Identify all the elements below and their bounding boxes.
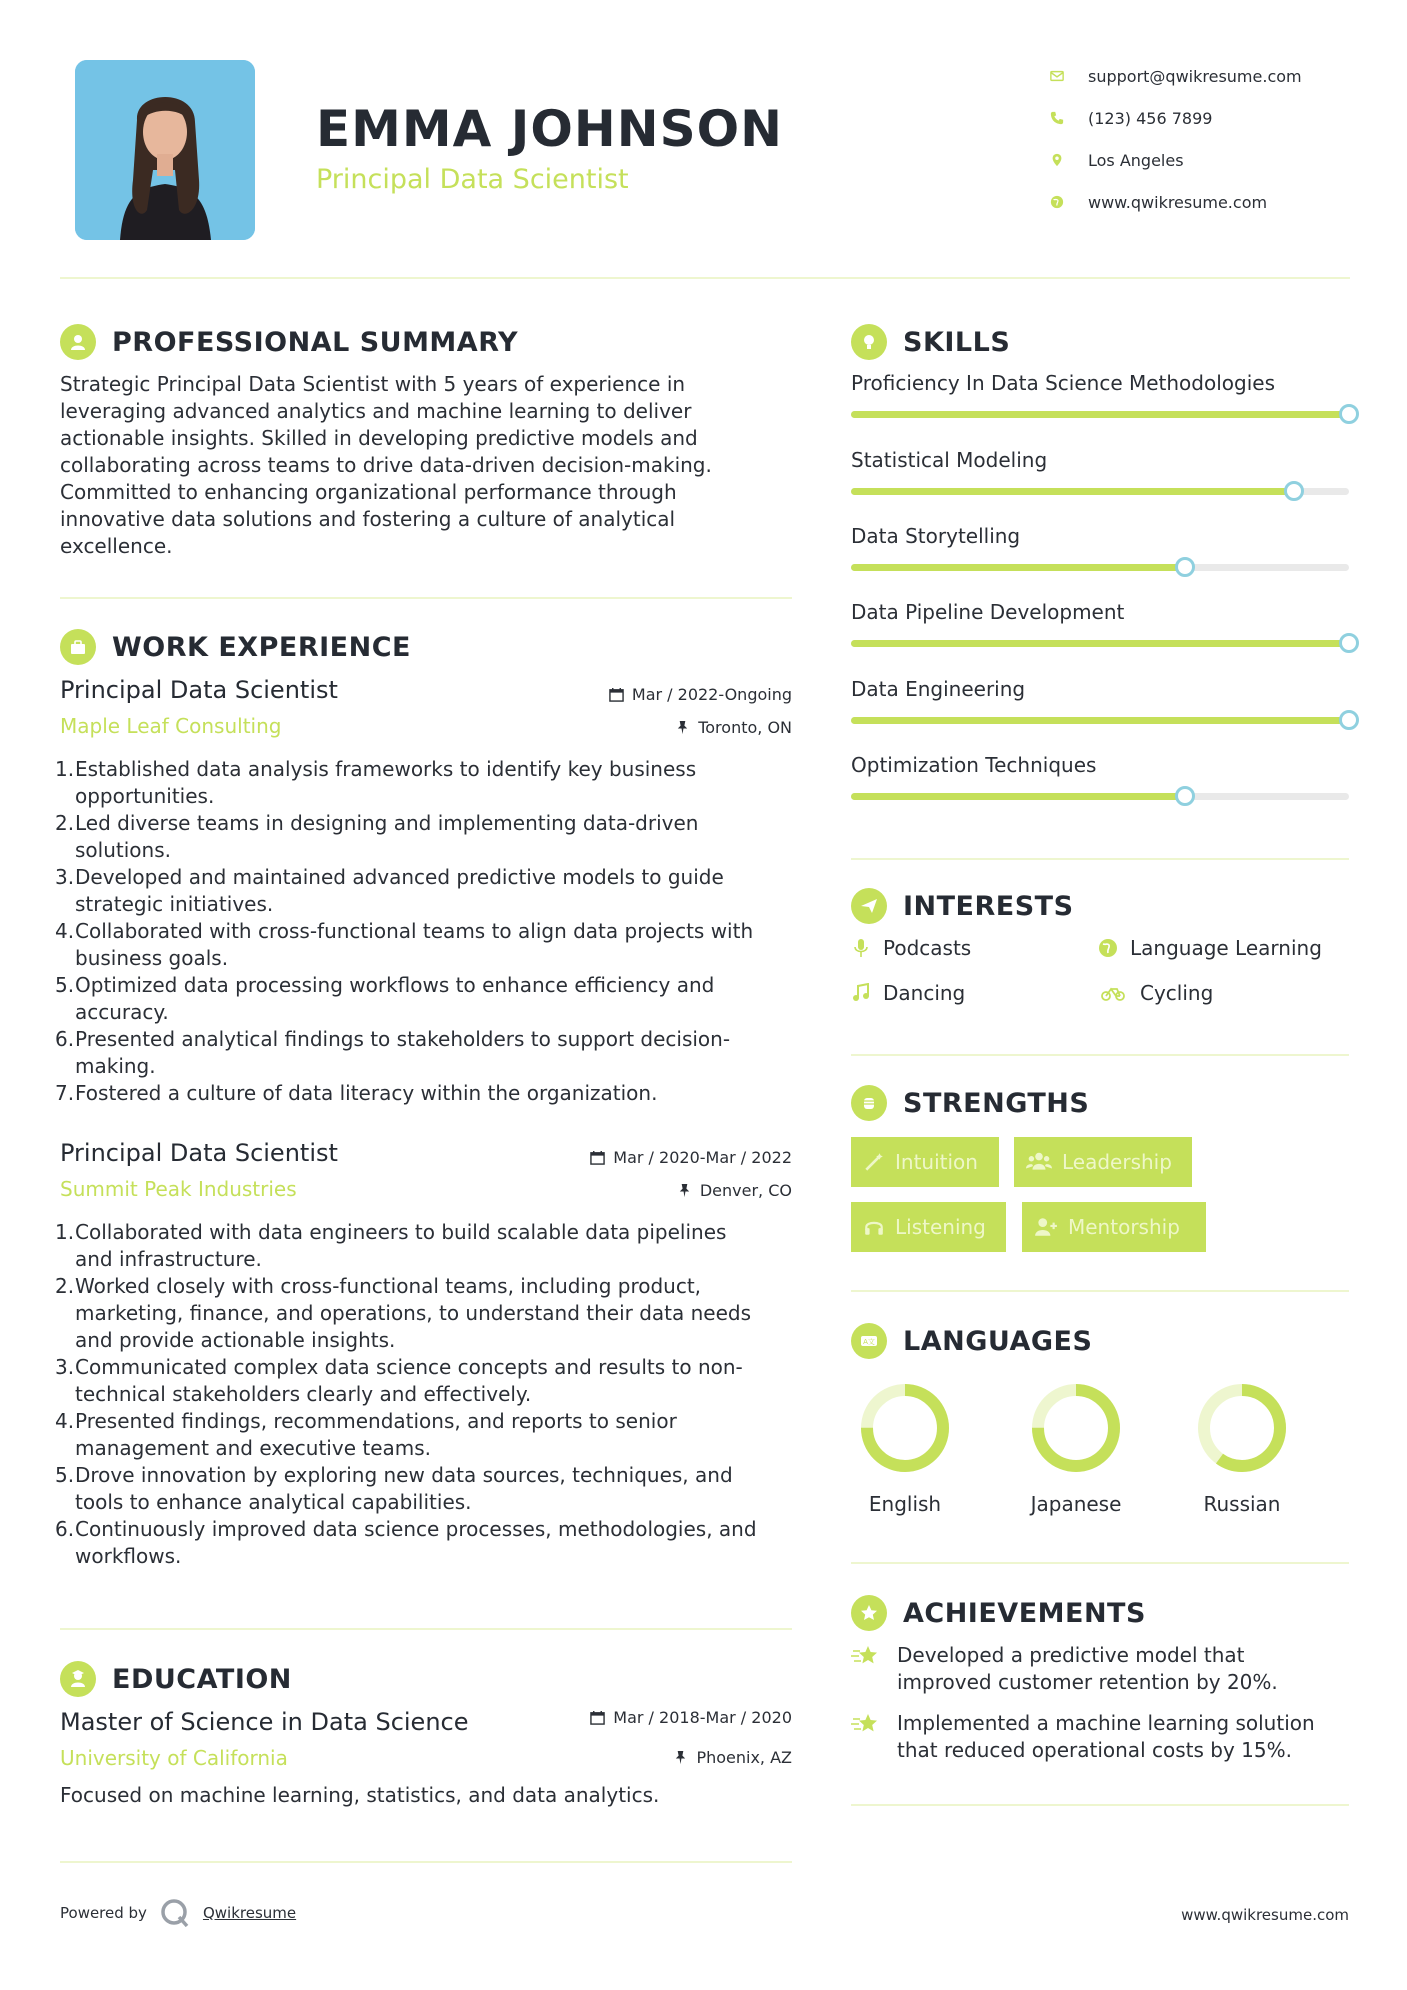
strengths-heading [851, 1085, 1089, 1121]
item-line: accuracy. [75, 1000, 169, 1024]
star-icon [851, 1642, 881, 1672]
item-line: Fostered a culture of data literacy within the organization. [75, 1081, 658, 1105]
item-line: Collaborated with cross-functional teams to align data projects with [75, 919, 754, 943]
language-item [1011, 1378, 1141, 1516]
item-number: 4. [55, 1409, 75, 1433]
strength-tag [1022, 1202, 1206, 1252]
strength-tag [1014, 1137, 1192, 1187]
powered-by-text: Powered by [60, 1904, 147, 1922]
summary-line: innovative data solutions and fostering a culture of analytical [60, 507, 676, 531]
education-dates-text: Mar / 2018-Mar / 2020 [613, 1708, 792, 1727]
skill-item [851, 600, 1349, 647]
summary-line: Committed to enhancing organizational performance through [60, 480, 677, 504]
summary-line: excellence. [60, 534, 173, 558]
skill-bar-knob [1339, 633, 1359, 653]
skills-divider [851, 858, 1349, 860]
skill-name: Statistical Modeling [851, 448, 1048, 472]
item-line: Drove innovation by exploring new data sources, techniques, and [75, 1463, 733, 1487]
list-item [55, 1273, 800, 1354]
education-description: Focused on machine learning, statistics, and data analytics. [60, 1783, 660, 1807]
candidate-name: EMMA JOHNSON [316, 100, 783, 158]
skill-bar [851, 488, 1349, 495]
school-name: University of California [60, 1746, 288, 1770]
user-icon [60, 324, 96, 360]
bicycle-icon [1098, 983, 1128, 1003]
list-item [55, 864, 800, 918]
strength-tag [851, 1137, 999, 1187]
list-item [55, 810, 800, 864]
skill-item [851, 524, 1349, 571]
item-line: Developed and maintained advanced predictive models to guide [75, 865, 724, 889]
phone-text: (123) 456 7899 [1088, 108, 1213, 128]
skill-bar-knob [1339, 404, 1359, 424]
item-line: tools to enhance analytical capabilities. [75, 1490, 472, 1514]
email-text: support@qwikresume.com [1088, 66, 1302, 86]
skill-bar-knob [1284, 481, 1304, 501]
skill-item [851, 448, 1349, 495]
job-company: Maple Leaf Consulting [60, 714, 282, 738]
pushpin-icon [673, 1750, 688, 1765]
calendar-icon [590, 1710, 605, 1725]
headphones-icon [863, 1216, 885, 1238]
contact-website[interactable] [1050, 181, 1350, 223]
item-line: Optimized data processing workflows to enhance efficiency and [75, 973, 715, 997]
list-item [55, 1080, 800, 1107]
job-dates-text: Mar / 2020-Mar / 2022 [613, 1148, 792, 1167]
qwikresume-link[interactable]: Qwikresume [202, 1904, 297, 1922]
job-dates [480, 1148, 792, 1167]
item-number: 5. [55, 1463, 75, 1487]
skill-bar-fill [851, 793, 1185, 800]
phone-icon [1050, 111, 1088, 125]
strength-label: Listening [895, 1215, 986, 1239]
achievements-divider [851, 1804, 1349, 1806]
briefcase-icon [60, 629, 96, 665]
item-line: opportunities. [75, 784, 215, 808]
item-line: technical stakeholders clearly and effectively. [75, 1382, 532, 1406]
item-line: Presented findings, recommendations, and reports to senior [75, 1409, 677, 1433]
magic-wand-icon [863, 1151, 885, 1173]
summary-text [60, 371, 800, 560]
education-dates [480, 1708, 792, 1727]
language-name: Japanese [1030, 1492, 1122, 1516]
skills-heading [851, 324, 1010, 360]
skill-bar-fill [851, 488, 1294, 495]
fist-icon [851, 1085, 887, 1121]
list-item [55, 1516, 800, 1570]
envelope-icon [1050, 69, 1088, 83]
skill-bar-knob [1339, 710, 1359, 730]
language-name: Russian [1203, 1492, 1281, 1516]
strengths-divider [851, 1290, 1349, 1292]
strength-label: Mentorship [1068, 1215, 1180, 1239]
interests-divider [851, 1054, 1349, 1056]
education-title: EDUCATION [112, 1663, 292, 1695]
languages-divider [851, 1562, 1349, 1564]
skill-item [851, 753, 1349, 800]
summary-title: PROFESSIONAL SUMMARY [112, 326, 519, 358]
contact-email[interactable] [1050, 55, 1350, 97]
job-location-text: Toronto, ON [698, 718, 792, 737]
interests-title: INTERESTS [903, 890, 1074, 922]
interest-label: Cycling [1140, 981, 1214, 1005]
person-portrait-icon [75, 60, 255, 240]
job-dates [480, 685, 792, 704]
contact-phone[interactable] [1050, 97, 1350, 139]
list-item [55, 756, 800, 810]
language-ring [1026, 1378, 1126, 1478]
skill-name: Data Pipeline Development [851, 600, 1125, 624]
list-item [55, 972, 800, 1026]
strength-label: Leadership [1062, 1150, 1172, 1174]
interest-item [1098, 981, 1213, 1005]
item-line: Established data analysis frameworks to identify key business [75, 757, 697, 781]
item-line: strategic initiatives. [75, 892, 274, 916]
users-icon [1026, 1151, 1052, 1173]
interest-label: Podcasts [883, 936, 972, 960]
item-line: Collaborated with data engineers to build scalable data pipelines [75, 1220, 727, 1244]
item-line: management and executive teams. [75, 1436, 432, 1460]
education-divider [60, 1861, 792, 1863]
skills-title: SKILLS [903, 326, 1011, 358]
user-plus-icon [1034, 1216, 1058, 1238]
achievements-title: ACHIEVEMENTS [903, 1597, 1146, 1629]
list-item [55, 1354, 800, 1408]
interest-item [851, 981, 965, 1005]
award-icon [851, 1595, 887, 1631]
interest-item [1098, 936, 1322, 960]
map-pin-icon [1050, 153, 1088, 167]
achievement-item [851, 1642, 1278, 1696]
item-number: 2. [55, 1274, 75, 1298]
languages-heading [851, 1323, 1092, 1359]
item-number: 6. [55, 1027, 75, 1051]
skill-bar-knob [1175, 557, 1195, 577]
summary-line: leveraging advanced analytics and machine learning to deliver [60, 399, 692, 423]
interests-heading [851, 888, 1074, 924]
language-icon [851, 1323, 887, 1359]
language-item [1177, 1378, 1307, 1516]
skill-bar [851, 717, 1349, 724]
star-icon [851, 1710, 881, 1740]
skill-bar-fill [851, 640, 1349, 647]
work-title: WORK EXPERIENCE [112, 631, 411, 663]
microphone-icon [851, 938, 871, 958]
item-line: marketing, finance, and operations, to understand their data needs [75, 1301, 752, 1325]
achievements-heading [851, 1595, 1146, 1631]
strength-label: Intuition [895, 1150, 978, 1174]
item-line: business goals. [75, 946, 229, 970]
skill-name: Proficiency In Data Science Methodologies [851, 371, 1275, 395]
item-line: Presented analytical findings to stakeholders to support decision- [75, 1027, 731, 1051]
item-line: making. [75, 1054, 156, 1078]
list-item [55, 918, 800, 972]
location-text: Los Angeles [1088, 150, 1184, 170]
job-company: Summit Peak Industries [60, 1177, 297, 1201]
language-ring [1192, 1378, 1292, 1478]
job-title: Principal Data Scientist [60, 1139, 338, 1167]
lightbulb-icon [851, 324, 887, 360]
calendar-icon [590, 1150, 605, 1165]
item-number: 6. [55, 1517, 75, 1541]
work-divider [60, 1628, 792, 1630]
item-number: 5. [55, 973, 75, 997]
item-line: and provide actionable insights. [75, 1328, 396, 1352]
skill-item [851, 677, 1349, 724]
skill-bar [851, 640, 1349, 647]
achievement-line: improved customer retention by 20%. [897, 1670, 1278, 1694]
item-number: 1. [55, 757, 75, 781]
job-title: Principal Data Scientist [60, 676, 338, 704]
item-number: 3. [55, 865, 75, 889]
item-number: 2. [55, 811, 75, 835]
job-dates-text: Mar / 2022-Ongoing [631, 685, 792, 704]
achievement-line: Developed a predictive model that [897, 1643, 1245, 1667]
skill-name: Optimization Techniques [851, 753, 1097, 777]
website-text: www.qwikresume.com [1088, 192, 1268, 212]
skill-name: Data Storytelling [851, 524, 1021, 548]
item-line: Communicated complex data science concepts and results to non- [75, 1355, 743, 1379]
item-number: 4. [55, 919, 75, 943]
interest-label: Language Learning [1130, 936, 1322, 960]
skill-bar-fill [851, 411, 1349, 418]
skill-name: Data Engineering [851, 677, 1026, 701]
achievement-line: Implemented a machine learning solution [897, 1711, 1315, 1735]
job-location-text: Denver, CO [699, 1181, 792, 1200]
item-line: workflows. [75, 1544, 182, 1568]
item-line: solutions. [75, 838, 171, 862]
item-number: 7. [55, 1081, 75, 1105]
education-heading [60, 1661, 292, 1697]
job-location [480, 1181, 792, 1200]
list-item [55, 1408, 800, 1462]
interest-item [851, 936, 971, 960]
music-icon [851, 983, 871, 1003]
skill-bar [851, 564, 1349, 571]
job-duties [55, 1219, 800, 1570]
skill-bar [851, 793, 1349, 800]
summary-line: collaborating across teams to drive data-driven decision-making. [60, 453, 712, 477]
svg-text:A文: A文 [863, 1338, 875, 1346]
profile-photo [75, 60, 255, 240]
contact-location [1050, 139, 1350, 181]
pushpin-icon [677, 1183, 692, 1198]
list-item [55, 1462, 800, 1516]
skill-bar [851, 411, 1349, 418]
strength-tag [851, 1202, 1006, 1252]
job-location [480, 718, 792, 737]
item-line: Continuously improved data science processes, methodologies, and [75, 1517, 757, 1541]
achievement-item [851, 1710, 1315, 1764]
summary-heading [60, 324, 518, 360]
globe-icon [1098, 938, 1118, 958]
skill-bar-fill [851, 717, 1349, 724]
work-heading [60, 629, 411, 665]
item-number: 3. [55, 1355, 75, 1379]
contact-info [1050, 55, 1350, 223]
job-duties [55, 756, 800, 1107]
interest-label: Dancing [883, 981, 966, 1005]
item-line: Worked closely with cross-functional teams, including product, [75, 1274, 702, 1298]
pushpin-icon [675, 720, 690, 735]
footer-url[interactable]: www.qwikresume.com [1181, 1906, 1349, 1924]
language-name: English [868, 1492, 942, 1516]
strengths-title: STRENGTHS [903, 1087, 1090, 1119]
degree-title: Master of Science in Data Science [60, 1708, 469, 1736]
item-line: and infrastructure. [75, 1247, 262, 1271]
footer-powered-by [60, 1897, 296, 1929]
list-item [55, 1219, 800, 1273]
graduate-icon [60, 1661, 96, 1697]
globe-icon [1050, 195, 1088, 209]
language-ring [855, 1378, 955, 1478]
candidate-title: Principal Data Scientist [316, 164, 629, 195]
skill-bar-fill [851, 564, 1185, 571]
item-line: Led diverse teams in designing and implementing data-driven [75, 811, 699, 835]
summary-divider [60, 597, 792, 599]
paper-plane-icon [851, 888, 887, 924]
list-item [55, 1026, 800, 1080]
qwikresume-logo-icon [159, 1897, 191, 1929]
summary-line: actionable insights. Skilled in developing predictive models and [60, 426, 698, 450]
item-number: 1. [55, 1220, 75, 1244]
language-item [840, 1378, 970, 1516]
skill-item [851, 371, 1349, 418]
summary-line: Strategic Principal Data Scientist with 5 years of experience in [60, 372, 686, 396]
header-divider [60, 277, 1350, 279]
education-location [480, 1748, 792, 1767]
calendar-icon [609, 687, 624, 702]
languages-title: LANGUAGES [903, 1325, 1093, 1357]
achievement-line: that reduced operational costs by 15%. [897, 1738, 1292, 1762]
education-location-text: Phoenix, AZ [696, 1748, 792, 1767]
skill-bar-knob [1175, 786, 1195, 806]
